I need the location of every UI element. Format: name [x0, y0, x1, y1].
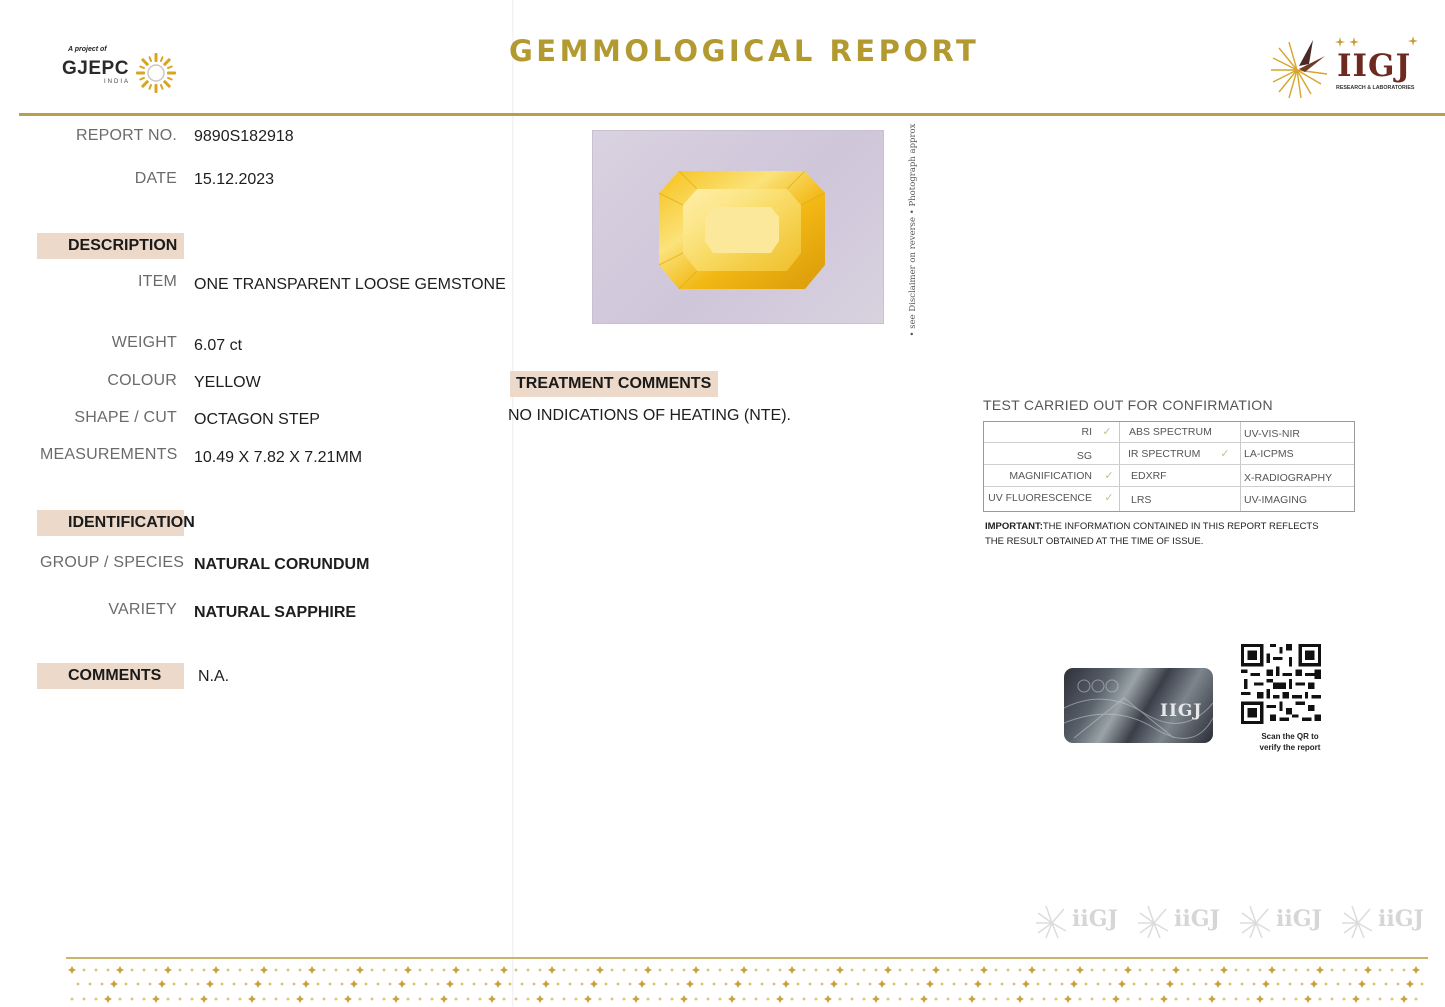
watermark-text: iiGJ: [1378, 906, 1424, 932]
tests-row: [984, 422, 1354, 443]
important-text: THE INFORMATION CONTAINED IN THIS REPORT REFLECTS THE RESULT OBTAINED AT THE TIME OF ISSUE.: [985, 521, 1319, 547]
tests-heading: TEST CARRIED OUT FOR CONFIRMATION: [983, 397, 1273, 413]
iigj-watermark: [1340, 903, 1430, 943]
check-icon: ✓: [1104, 492, 1114, 504]
yellow-sapphire-image: [593, 131, 885, 325]
watermark-text: iiGJ: [1276, 906, 1322, 932]
qr-caption: Scan the QR to verify the report: [1259, 732, 1321, 752]
comments-value: N.A.: [198, 668, 230, 685]
weight-value: 6.07 ct: [194, 337, 243, 354]
gemstone-photo: [592, 130, 884, 324]
important-note: [985, 519, 1325, 549]
check-icon: ✓: [1220, 448, 1230, 460]
test-cell: RI: [1081, 426, 1092, 438]
gjepc-name: GJEPC: [62, 58, 129, 79]
test-cell: UV-VIS-NIR: [1244, 428, 1301, 440]
test-cell: X-RADIOGRAPHY: [1244, 472, 1333, 484]
iigj-watermark: [1034, 903, 1124, 943]
footer-rule: [66, 957, 1428, 959]
description-heading: DESCRIPTION: [37, 233, 184, 259]
gjepc-logo: [60, 44, 190, 94]
test-cell: ABS SPECTRUM: [1129, 426, 1212, 438]
watermark-text: iiGJ: [1072, 906, 1118, 932]
measurements-label: MEASUREMENTS: [40, 446, 178, 463]
identification-heading: IDENTIFICATION: [37, 510, 184, 536]
tests-row: [984, 444, 1354, 465]
gjepc-tagline: A project of: [68, 46, 107, 53]
test-cell: IR SPECTRUM: [1128, 448, 1201, 460]
qr-code-icon[interactable]: [1241, 644, 1321, 724]
check-icon: ✓: [1102, 426, 1112, 438]
date-value: 15.12.2023: [194, 171, 275, 188]
report-no-label: REPORT NO.: [76, 127, 177, 144]
photo-disclaimer-text: • see Disclaimer on reverse • Photograph approx: [908, 123, 918, 337]
watermark-starburst-icon: [1034, 903, 1070, 939]
tests-table: [983, 421, 1355, 512]
test-cell: UV-IMAGING: [1244, 494, 1308, 506]
date-label: DATE: [134, 170, 177, 187]
tests-row: [984, 466, 1354, 487]
gjepc-sun-emblem-icon: [135, 52, 177, 94]
test-cell: LA-ICPMS: [1244, 448, 1294, 460]
hologram-seal: [1064, 668, 1213, 743]
important-label: IMPORTANT:: [985, 521, 1043, 532]
check-icon: ✓: [1104, 470, 1114, 482]
watermark-text: iiGJ: [1174, 906, 1220, 932]
comments-heading: COMMENTS: [37, 663, 184, 689]
iigj-starburst-icon: [1265, 36, 1335, 102]
iigj-watermark: [1238, 903, 1328, 943]
weight-label: WEIGHT: [111, 334, 177, 351]
variety-value: NATURAL SAPPHIRE: [194, 604, 357, 621]
shape-value: OCTAGON STEP: [194, 411, 320, 428]
group-label: GROUP / SPECIES: [40, 554, 185, 571]
measurements-value: 10.49 X 7.82 X 7.21MM: [194, 449, 363, 466]
footer-star-pattern-icon: [66, 962, 1428, 1007]
treatment-heading: TREATMENT COMMENTS: [510, 371, 718, 397]
watermark-starburst-icon: [1238, 903, 1274, 939]
test-cell: MAGNIFICATION: [1009, 470, 1092, 482]
watermark-starburst-icon: [1136, 903, 1172, 939]
test-cell: EDXRF: [1131, 470, 1167, 482]
paper-fold-line: [512, 0, 514, 1007]
test-cell: UV FLUORESCENCE: [988, 492, 1092, 504]
group-value: NATURAL CORUNDUM: [194, 556, 370, 573]
iigj-name: IIGJ: [1337, 48, 1412, 84]
report-title: GEMMOLOGICAL REPORT: [509, 34, 980, 68]
iigj-stars-icon: [1335, 36, 1425, 48]
item-value: ONE TRANSPARENT LOOSE GEMSTONE: [194, 276, 506, 293]
treatment-text: NO INDICATIONS OF HEATING (NTE).: [508, 407, 791, 424]
header-rule: [19, 113, 1445, 116]
test-cell: LRS: [1131, 494, 1152, 506]
tests-row: [984, 488, 1354, 509]
iigj-watermark: [1136, 903, 1226, 943]
variety-label: VARIETY: [108, 601, 177, 618]
hologram-text: IIGJ: [1160, 701, 1203, 721]
test-cell: SG: [1076, 450, 1092, 462]
item-label: ITEM: [137, 273, 177, 290]
photo-disclaimer-note: [906, 123, 920, 337]
shape-label: SHAPE / CUT: [74, 409, 177, 426]
colour-value: YELLOW: [194, 374, 261, 391]
iigj-logo: [1265, 36, 1425, 102]
gjepc-country: INDIA: [104, 79, 131, 85]
colour-label: COLOUR: [107, 372, 177, 389]
watermark-starburst-icon: [1340, 903, 1376, 939]
report-no-value: 9890S182918: [194, 128, 294, 145]
iigj-subtitle: RESEARCH & LABORATORIES: [1336, 85, 1415, 91]
